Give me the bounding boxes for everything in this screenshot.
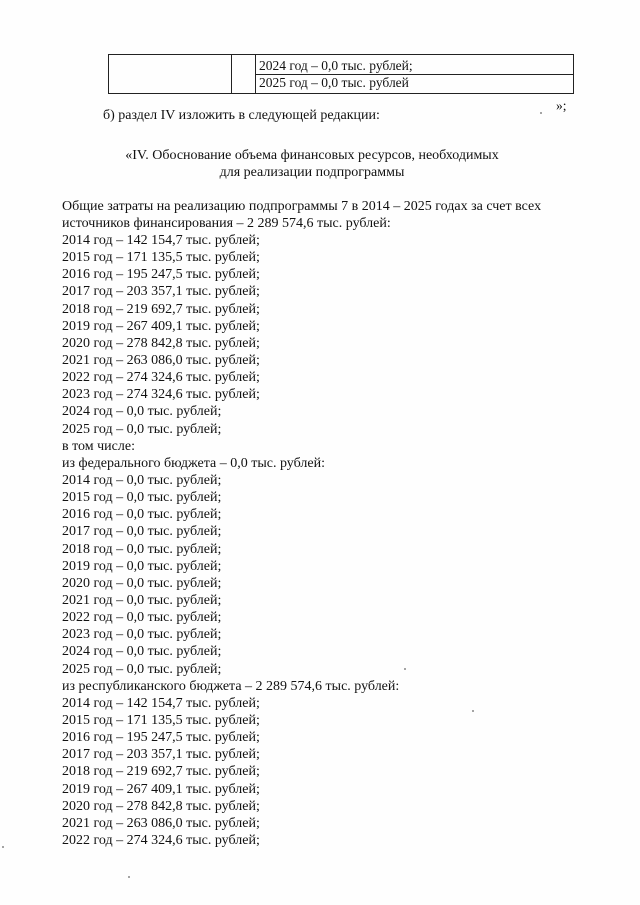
list-item: 2024 год – 0,0 тыс. рублей;	[62, 644, 222, 660]
intro-paragraph	[62, 198, 602, 232]
list-item: 2022 год – 0,0 тыс. рублей;	[62, 610, 222, 626]
list-item: 2014 год – 142 154,7 тыс. рублей;	[62, 695, 260, 711]
list-item: 2017 год – 203 357,1 тыс. рублей;	[62, 284, 260, 300]
list-item: 2018 год – 0,0 тыс. рублей;	[62, 541, 222, 557]
list-item: 2018 год – 219 692,7 тыс. рублей;	[62, 764, 260, 780]
list-item: 2019 год – 267 409,1 тыс. рублей;	[62, 318, 260, 334]
scan-speck	[540, 112, 542, 114]
table-cell-values	[259, 55, 573, 93]
table-cell-empty-1	[109, 55, 232, 93]
section-heading-line-1: «IV. Обоснование объема финансовых ресурсов, необходимых	[125, 148, 499, 163]
scan-speck	[128, 876, 130, 878]
list-item: из федерального бюджета – 0,0 тыс. рублей:	[62, 455, 325, 471]
list-item: 2016 год – 195 247,5 тыс. рублей;	[62, 730, 260, 746]
list-item: 2015 год – 171 135,5 тыс. рублей;	[62, 712, 260, 728]
list-item: 2025 год – 0,0 тыс. рублей;	[62, 421, 222, 437]
list-item: 2020 год – 278 842,8 тыс. рублей;	[62, 798, 260, 814]
table-row-2025: 2025 год – 0,0 тыс. рублей	[259, 75, 409, 90]
list-item: 2022 год – 274 324,6 тыс. рублей;	[62, 832, 260, 848]
list-item: 2019 год – 267 409,1 тыс. рублей;	[62, 781, 260, 797]
list-item: 2014 год – 142 154,7 тыс. рублей;	[62, 233, 260, 248]
list-item: 2025 год – 0,0 тыс. рублей;	[62, 661, 222, 677]
list-item: 2022 год – 274 324,6 тыс. рублей;	[62, 370, 260, 386]
list-item: в том числе:	[62, 438, 135, 454]
list-item: 2020 год – 278 842,8 тыс. рублей;	[62, 335, 260, 351]
intro-line-1: Общие затраты на реализацию подпрограммы 7 в 2014 – 2025 годах за счет всех	[62, 199, 542, 214]
closing-quote: »;	[556, 98, 567, 113]
list-item: 2018 год – 219 692,7 тыс. рублей;	[62, 301, 260, 317]
list-item: 2024 год – 0,0 тыс. рублей;	[62, 404, 222, 420]
list-item: 2015 год – 171 135,5 тыс. рублей;	[62, 250, 260, 266]
scan-speck	[2, 846, 4, 848]
list-item: 2017 год – 0,0 тыс. рублей;	[62, 524, 222, 540]
list-item: 2021 год – 263 086,0 тыс. рублей;	[62, 352, 260, 368]
table-cell-empty-2	[231, 55, 256, 93]
list-item: из республиканского бюджета – 2 289 574,6 тыс. рублей:	[62, 678, 400, 694]
list-item: 2023 год – 0,0 тыс. рублей;	[62, 627, 222, 643]
list-item: 2016 год – 0,0 тыс. рублей;	[62, 507, 222, 523]
list-item: 2015 год – 0,0 тыс. рублей;	[62, 490, 222, 506]
list-item: 2020 год – 0,0 тыс. рублей;	[62, 575, 222, 591]
section-heading-line-2: для реализации подпрограммы	[219, 165, 405, 180]
list-item: 2023 год – 274 324,6 тыс. рублей;	[62, 387, 260, 403]
scan-speck	[404, 668, 406, 670]
list-item: 2021 год – 0,0 тыс. рублей;	[62, 592, 222, 608]
list-item: 2017 год – 203 357,1 тыс. рублей;	[62, 747, 260, 763]
funding-table-fragment	[108, 54, 574, 94]
list-item: 2021 год – 263 086,0 тыс. рублей;	[62, 815, 260, 831]
table-row-2024: 2024 год – 0,0 тыс. рублей;	[259, 58, 413, 73]
scan-speck	[472, 710, 474, 712]
list-item: 2019 год – 0,0 тыс. рублей;	[62, 558, 222, 574]
funding-lines-list	[62, 232, 399, 849]
intro-line-2: источников финансирования – 2 289 574,6 тыс. рублей:	[62, 216, 391, 231]
list-item: 2014 год – 0,0 тыс. рублей;	[62, 472, 222, 488]
section-b-instruction: б) раздел IV изложить в следующей редакции:	[103, 108, 380, 123]
list-item: 2016 год – 195 247,5 тыс. рублей;	[62, 267, 260, 283]
